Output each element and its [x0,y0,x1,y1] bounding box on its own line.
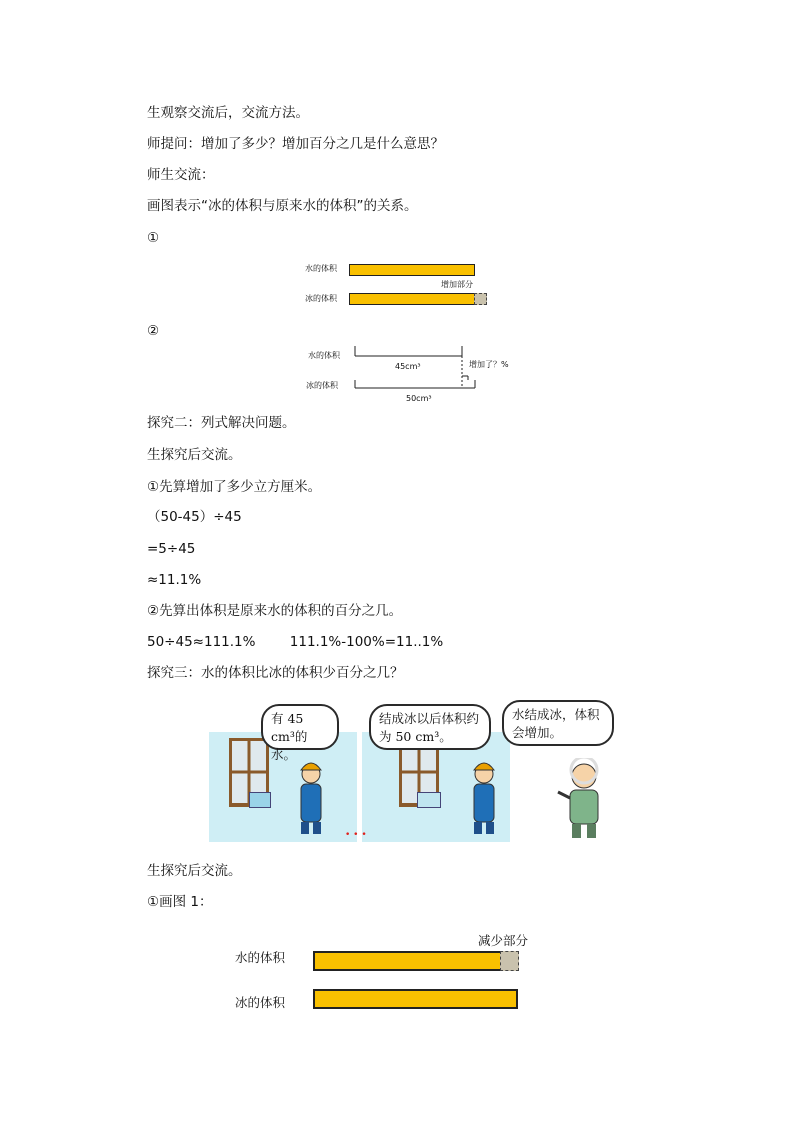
speech-bubble: 有 45 cm³的水。 [261,704,339,750]
text-line: 师生交流： [147,167,215,183]
text-line: 生探究后交流。 [147,447,242,463]
text-line: ≈11.1% [147,572,202,588]
speech-bubble: 水结成冰，体积会增加。 [502,700,614,746]
decrease-part [500,951,519,971]
water-volume-bar [349,264,475,276]
ice-volume-bar [349,293,475,305]
ice-volume-label: 冰的体积 [306,381,338,390]
text-line: 生探究后交流。 [147,863,242,879]
water-volume-label: 水的体积 [235,950,286,965]
water-volume-label: 水的体积 [305,264,337,273]
text-line: =5÷45 [147,541,196,557]
text-line: 探究二：列式解决问题。 [147,415,296,431]
water-container-icon [249,792,271,808]
increase-part [474,293,487,305]
text-line: 生观察交流后，交流方法。 [147,105,309,121]
ice-volume-label: 冰的体积 [235,995,286,1010]
illustration [209,700,619,845]
ice-container-icon [417,792,441,808]
text-line: ②先算出体积是原来水的体积的百分之几。 [147,603,403,619]
child-icon [291,756,331,836]
ice-value: 50cm³ [406,394,432,403]
text-line: 画图表示“冰的体积与原来水的体积”的关系。 [147,198,418,214]
ice-volume-label: 冰的体积 [305,294,337,303]
text-line: ① [147,230,160,246]
decrease-label: 减少部分 [478,933,529,948]
text-line: 师提问：增加了多少？增加百分之几是什么意思？ [147,136,444,152]
speech-bubble: 结成冰以后体积约为 50 cm³。 [369,704,491,750]
increase-label: 增加部分 [441,280,473,289]
teacher-icon [554,758,609,840]
child-icon [464,756,504,836]
increase-percent-label: 增加了？% [469,360,509,369]
text-line: （50-45）÷45 [147,509,242,525]
ice-volume-bar [313,989,518,1009]
water-volume-bar [313,951,501,971]
water-value: 45cm³ [395,362,421,371]
text-line: 探究三：水的体积比冰的体积少百分之几？ [147,665,404,681]
text-line: ② [147,323,160,339]
text-line: ①先算增加了多少立方厘米。 [147,479,322,495]
text-line: 50÷45≈111.1% 111.1%-100%=11..1% [147,634,444,650]
text-line: ①画图 1： [147,894,213,910]
ellipsis-dots: • • • [345,830,367,840]
water-volume-label: 水的体积 [308,351,340,360]
